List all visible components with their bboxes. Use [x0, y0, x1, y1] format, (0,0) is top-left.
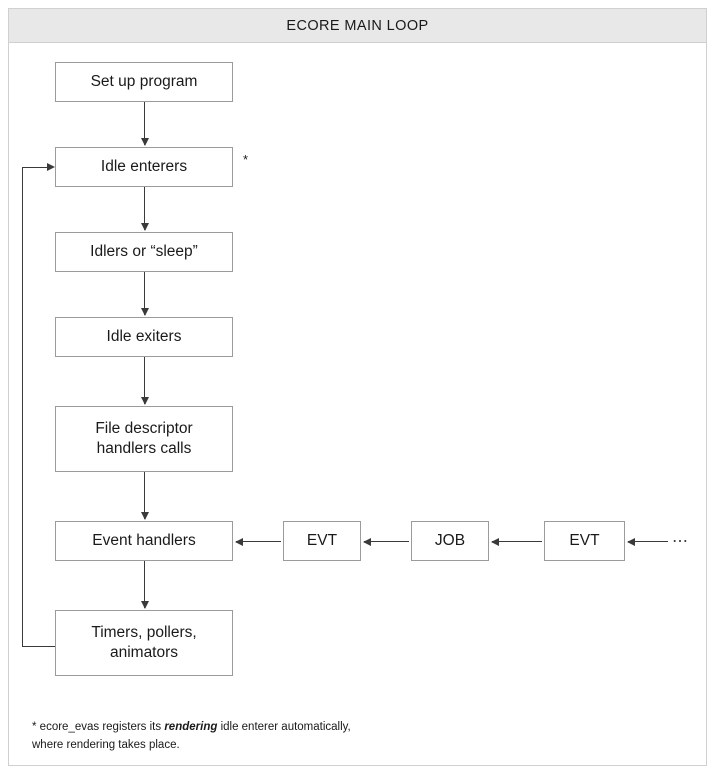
node-idlers-or-sleep	[55, 232, 233, 272]
node-label-line2: handlers calls	[96, 440, 192, 457]
node-label: JOB	[434, 531, 466, 549]
arrow-idle-enterers-to-idlers	[144, 187, 145, 230]
node-label-line1: File descriptor	[95, 419, 193, 437]
loop-back-segment-horizontal-bottom	[22, 646, 55, 647]
node-timers-pollers-animators	[55, 610, 233, 676]
node-event-handlers	[55, 521, 233, 561]
node-label: Idle exiters	[106, 327, 182, 345]
loop-back-arrowhead	[47, 163, 55, 171]
arrow-fd-handlers-to-event-handlers	[144, 472, 145, 519]
footnote-emphasis: rendering	[164, 721, 218, 733]
node-label: EVT	[306, 531, 338, 549]
ellipsis-label: ⋯	[672, 533, 690, 550]
node-label: Idle enterers	[100, 157, 188, 175]
node-label: EVT	[569, 531, 600, 549]
node-label: Event handlers	[92, 531, 196, 549]
diagram-title-bar	[9, 9, 706, 43]
arrow-event-handlers-to-timers	[144, 561, 145, 608]
node-idle-enterers	[55, 147, 233, 187]
node-label-line1: Timers, pollers,	[91, 623, 197, 641]
node-set-up-program	[55, 62, 233, 102]
node-label: Set up program	[90, 72, 198, 90]
node-label-line2: animators	[109, 644, 179, 661]
arrow-idle-exiters-to-fd-handlers	[144, 357, 145, 404]
node-file-descriptor-handlers-calls	[55, 406, 233, 472]
arrow-setup-to-idle-enterers	[144, 102, 145, 145]
arrow-idlers-to-idle-exiters	[144, 272, 145, 315]
node-job	[411, 521, 489, 561]
node-idle-exiters	[55, 317, 233, 357]
node-evt-2	[544, 521, 625, 561]
node-evt-1	[283, 521, 361, 561]
arrow-evt1-to-event-handlers	[236, 541, 281, 542]
footnote-marker-idle-enterers: *	[243, 152, 249, 167]
page-title: ECORE MAIN LOOP	[286, 17, 429, 34]
loop-back-segment-vertical	[22, 167, 23, 647]
arrow-job-to-evt1	[364, 541, 409, 542]
loop-back-segment-horizontal-top	[22, 167, 47, 168]
arrow-evt2-to-job	[492, 541, 542, 542]
footnote-text-part1: ecore_evas registers its	[36, 721, 165, 733]
footnote-marker: *	[32, 721, 37, 733]
node-label: Idlers or “sleep”	[90, 242, 198, 260]
footnote-text-part2: idle enterer automatically,	[217, 721, 351, 733]
arrow-ellipsis-to-evt2	[628, 541, 668, 542]
footnote-text-line2: where rendering takes place.	[32, 739, 180, 752]
footnote	[32, 718, 572, 755]
